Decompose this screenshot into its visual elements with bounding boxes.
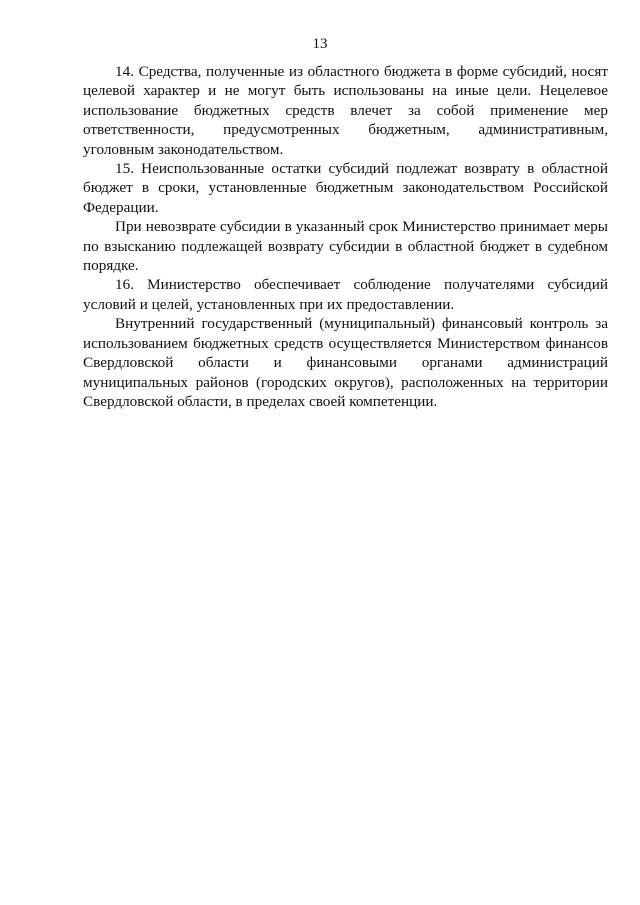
paragraph-non-return: При невозврате субсидии в указанный срок Министерство принимает меры по взысканию подлежащей возврату субсидии в областной бюджет в судебном порядке. xyxy=(83,218,608,275)
paragraph-financial-control: Внутренний государственный (муниципальный) финансовый контроль за использованием бюджетных средств осуществляется Министерством финансов Свердловской области и финансовыми органами администраций муниципальных районов (городских округов), расположенных на территории Свердловской области, в пределах своей компетенции. xyxy=(83,315,608,410)
paragraph-15: 15. Неиспользованные остатки субсидий подлежат возврату в областной бюджет в сроки, установленные бюджетным законодательством Российской Федерации. xyxy=(83,160,608,216)
document-body xyxy=(83,62,608,411)
paragraph-14: 14. Средства, полученные из областного бюджета в форме субсидий, носят целевой характер и не могут быть использованы на иные цели. Нецелевое использование бюджетных средств влечет за собой применение мер ответственности, предусмотренных бюджетным, административным, уголовным законодательством. xyxy=(83,63,608,158)
paragraph-16: 16. Министерство обеспечивает соблюдение получателями субсидий условий и целей, установленных при их предоставлении. xyxy=(83,276,608,313)
page-number: 13 xyxy=(312,36,328,52)
